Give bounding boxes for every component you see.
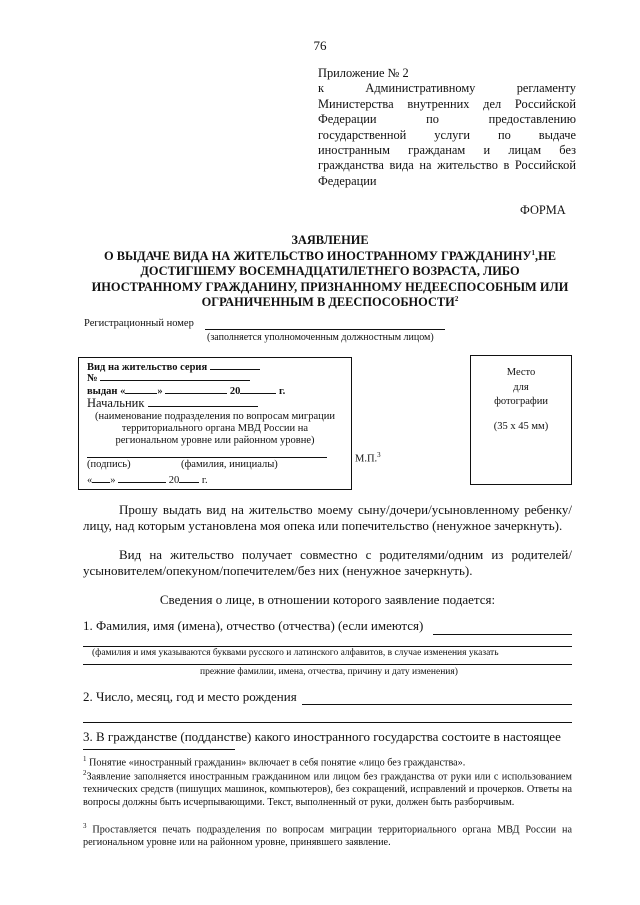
request-paragraph: Прошу выдать вид на жительство моему сыну/дочери/усыновленному ребенку/лицу, над которым установлена моя опека или попечительство (ненужное зачеркнуть).: [83, 502, 572, 533]
info-heading: Сведения о лице, в отношении которого заявление подается:: [159, 592, 496, 607]
footnote-number: 2: [83, 769, 87, 777]
date-day-field[interactable]: [92, 472, 110, 483]
permit-box: [78, 357, 352, 490]
hint-line: региональном уровне или районном уровне): [115, 435, 315, 446]
title-line: ЗАЯВЛЕНИЕ: [291, 233, 369, 247]
title-line: [70, 249, 590, 265]
hint-line: территориального органа МВД России на: [121, 423, 309, 434]
photo-text: Место: [506, 367, 536, 378]
quote: »: [110, 475, 116, 486]
field-1-line[interactable]: [83, 646, 572, 647]
field-1-hint: (фамилия и имя указываются буквами русского и латинского алфавитов, в случае изменения указать: [92, 648, 499, 658]
annex-block: [318, 66, 576, 189]
footnote-text: Заявление заполняется иностранным гражданином или лицом без гражданства от руки или с использованием технических средств (пишущих машинок, компьютеров), без сокращений, исправлений и прочерков. Ответы на вопросы должны быть исчерпывающими. Текст, выполненный от руки, должен быть разборчивым.: [83, 771, 572, 808]
forma-label: ФОРМА: [520, 203, 566, 217]
field-1-line[interactable]: [83, 664, 572, 665]
quote: «: [87, 475, 93, 486]
field-2-input[interactable]: [302, 704, 572, 705]
footnote-separator: [83, 749, 235, 750]
photo-placeholder[interactable]: [470, 355, 572, 485]
field-2-line[interactable]: [83, 722, 572, 723]
field-2-label: 2. Число, месяц, год и место рождения: [83, 689, 297, 704]
field-1-label: 1. Фамилия, имя (имена), отчество (отчества) (если имеются): [83, 618, 424, 633]
annex-line: государственной услуги по выдаче: [318, 127, 576, 142]
field-3-label: 3. В гражданстве (подданстве) какого иностранного государства состоите в настоящее: [83, 729, 561, 744]
footnote-number: 1: [83, 755, 87, 763]
date-month-field[interactable]: [118, 472, 166, 483]
year-suffix: г.: [201, 475, 208, 486]
stamp-label: [355, 451, 381, 465]
chief-field[interactable]: [148, 395, 258, 407]
form-title: [70, 233, 590, 311]
chief-label: Начальник: [87, 396, 145, 410]
photo-text: для: [513, 381, 529, 393]
title-line: ИНОСТРАННОМУ ГРАЖДАНИНУ, ПРИЗНАННОМУ НЕДЕЕСПОСОБНЫМ ИЛИ: [91, 279, 569, 294]
name-hint: (фамилия, инициалы): [181, 459, 278, 470]
series-label: Вид на жительство серия: [87, 362, 208, 373]
signed-date-row: [87, 472, 208, 487]
chief-row: [87, 395, 258, 411]
title-text: ,НЕ: [535, 248, 556, 263]
quote: »: [157, 386, 163, 397]
annex-line: гражданства вида на жительство в Российской: [318, 158, 576, 173]
hint-line: (наименование подразделения по вопросам миграции: [94, 411, 335, 422]
footnote-text: Проставляется печать подразделения по вопросам миграции территориального органа МВД России на региональном уровне или на районном уровне, принявшего заявление.: [83, 824, 572, 848]
footnote-text: Понятие «иностранный гражданин» включает в себя понятие «лицо без гражданства».: [89, 757, 466, 769]
footnote: [83, 820, 572, 850]
field-1-input[interactable]: [433, 634, 572, 635]
signature-field[interactable]: [87, 457, 327, 458]
footnote-ref: 3: [377, 451, 381, 459]
date-year-field[interactable]: [179, 472, 199, 483]
annex-line: Федерации: [318, 173, 377, 188]
issued-label: выдан «: [87, 386, 126, 397]
annex-line: к Административному регламенту: [318, 81, 576, 96]
photo-text: фотографии: [494, 396, 548, 407]
registration-hint: (заполняется уполномоченным должностным лицом): [207, 332, 434, 343]
cohabitation-paragraph: Вид на жительство получает совместно с родителями/одним из родителей/усыновителем/опекуном/попечителем/без них (ненужное зачеркнуть).: [83, 547, 572, 578]
series-field[interactable]: [210, 359, 260, 370]
issued-month-field[interactable]: [165, 383, 227, 394]
footnote-ref: 1: [531, 248, 535, 257]
annex-title: Приложение № 2: [318, 66, 409, 80]
title-text: ОГРАНИЧЕННЫМ В ДЕЕСПОСОБНОСТИ: [201, 295, 455, 309]
issued-year-field[interactable]: [240, 383, 276, 394]
registration-label: Регистрационный номер: [84, 318, 194, 329]
page-number: 76: [313, 38, 327, 53]
title-text: О ВЫДАЧЕ ВИДА НА ЖИТЕЛЬСТВО ИНОСТРАННОМУ ГРАЖДАНИНУ: [103, 248, 532, 263]
year-suffix: г.: [278, 386, 286, 397]
field-1-hint: прежние фамилии, имена, отчества, причину и дату изменения): [200, 667, 458, 677]
title-line: ДОСТИГШЕМУ ВОСЕМНАДЦАТИЛЕТНЕГО ВОЗРАСТА, ЛИБО: [140, 264, 520, 278]
footnote-number: 3: [83, 822, 87, 830]
registration-number-field[interactable]: [205, 329, 445, 330]
photo-size: (35 х 45 мм): [493, 420, 549, 432]
number-field[interactable]: [100, 370, 250, 381]
footnote-ref: 2: [454, 294, 459, 303]
annex-line: Федерации по предоставлению: [318, 112, 576, 127]
signature-hint: (подпись): [87, 459, 131, 470]
footnote: [83, 767, 572, 809]
issued-day-field[interactable]: [125, 383, 157, 394]
title-line: [70, 295, 590, 311]
stamp-text: М.П.: [355, 453, 378, 465]
number-label: №: [87, 373, 98, 384]
annex-line: иностранным гражданам и лицам без: [318, 143, 576, 158]
subdivision-hint: [79, 411, 351, 447]
year-prefix: 20: [168, 475, 180, 486]
year-prefix: 20: [229, 386, 241, 397]
annex-line: Министерства внутренних дел Российской: [318, 96, 576, 111]
